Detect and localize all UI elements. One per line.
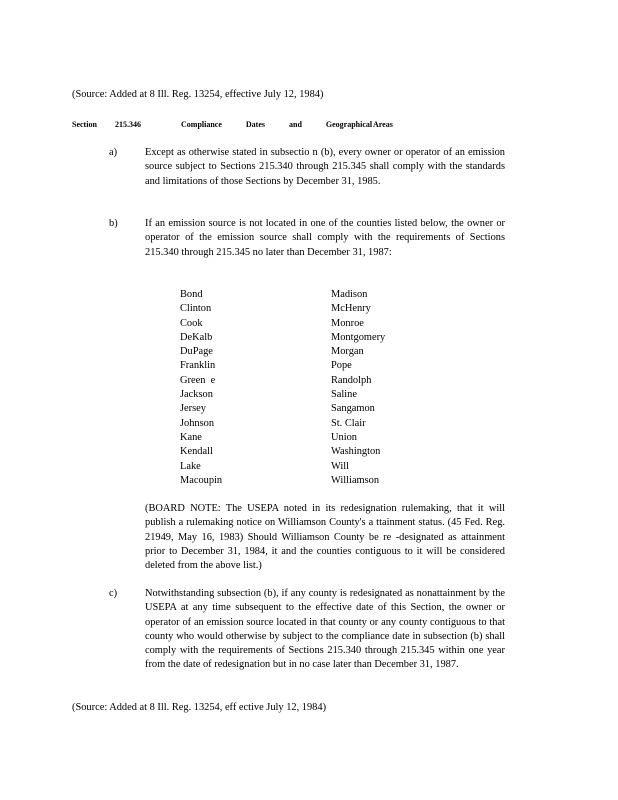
county-item: Randolph bbox=[331, 374, 372, 386]
county-item: Union bbox=[331, 431, 357, 443]
county-item: Lake bbox=[180, 460, 201, 472]
county-item: Macoupin bbox=[180, 474, 223, 486]
county-item: Washington bbox=[331, 446, 381, 458]
item-b-paragraph bbox=[145, 217, 505, 260]
county-item: Montgomery bbox=[331, 331, 386, 343]
county-item: Saline bbox=[331, 389, 357, 401]
item-a-paragraph bbox=[145, 146, 505, 189]
county-list-left bbox=[180, 288, 222, 488]
county-item: Kendall bbox=[180, 446, 213, 458]
county-item: Cook bbox=[180, 317, 203, 329]
section-word: Section bbox=[72, 120, 97, 129]
county-item: St. Clair bbox=[331, 417, 366, 429]
county-item: Madison bbox=[331, 289, 368, 300]
county-item: DuPage bbox=[180, 346, 213, 358]
county-item: McHenry bbox=[331, 303, 371, 315]
county-list-right bbox=[331, 288, 385, 488]
section-title: Compliance Dates and Geographical bbox=[181, 120, 373, 129]
section-number: 215.346 bbox=[115, 120, 141, 129]
county-item: Sangamon bbox=[331, 403, 375, 415]
county-item: Green e bbox=[180, 374, 216, 386]
item-c-paragraph bbox=[145, 587, 505, 673]
county-item: Kane bbox=[180, 431, 202, 443]
section-title-areas: Areas bbox=[373, 120, 393, 129]
board-note bbox=[145, 502, 505, 573]
county-item: Monroe bbox=[331, 317, 364, 329]
county-item: Pope bbox=[331, 360, 352, 372]
county-item: Morgan bbox=[331, 346, 364, 358]
item-c-label: c) bbox=[109, 588, 118, 599]
county-item: Williamson bbox=[331, 474, 380, 486]
county-item: Bond bbox=[180, 289, 203, 300]
board-note-text: (BOARD NOTE: The USEPA noted in its redesignation rulemaking, that it will publish a rulemaking notice on Williamson County's a ttainment status. (45 Fed. Reg. 21949, May 16, 1983) Should Williamson County be re -designated as attainment prior to December 31, 1984, it and the counties contiguous to it will be considered deleted from the above list.) bbox=[145, 503, 505, 572]
county-item: Clinton bbox=[180, 303, 212, 315]
item-b-text: If an emission source is not located in one of the counties listed below, the owner or operator of the emission source shall comply with the requirements of Sections 215.340 through 215.345 no later than December 31, 1987: bbox=[145, 218, 505, 258]
item-c-text: Notwithstanding subsection (b), if any county is redesignated as nonattainment by the USEPA at any time subsequent to the effective date of this Section, the owner or operator of an emission source located in that county or any county contiguous to that county who would otherwise by subject to the compliance date in subsection (b) shall comply with the requirements of Sections 215.340 through 215.345 within one year from the date of redesignation but in no case later than December 31, 1987. bbox=[145, 588, 505, 671]
source-note-top: (Source: Added at 8 Ill. Reg. 13254, effective July 12, 1984) bbox=[72, 89, 324, 100]
county-item: Franklin bbox=[180, 360, 216, 372]
source-note-bottom: (Source: Added at 8 Ill. Reg. 13254, eff ective July 12, 1984) bbox=[72, 702, 327, 713]
county-item: Will bbox=[331, 460, 350, 472]
item-a-label: a) bbox=[109, 147, 118, 158]
county-item: Jackson bbox=[180, 389, 213, 401]
item-b-label: b) bbox=[109, 218, 118, 229]
county-item: Johnson bbox=[180, 417, 215, 429]
county-item: DeKalb bbox=[180, 331, 213, 343]
county-item: Jersey bbox=[180, 403, 206, 415]
item-a-text: Except as otherwise stated in subsectio n (b), every owner or operator of an emission source subject to Sections 215.340 through 215.345 shall comply with the standards and limitations of those Sections by December 31, 1985. bbox=[145, 147, 505, 187]
